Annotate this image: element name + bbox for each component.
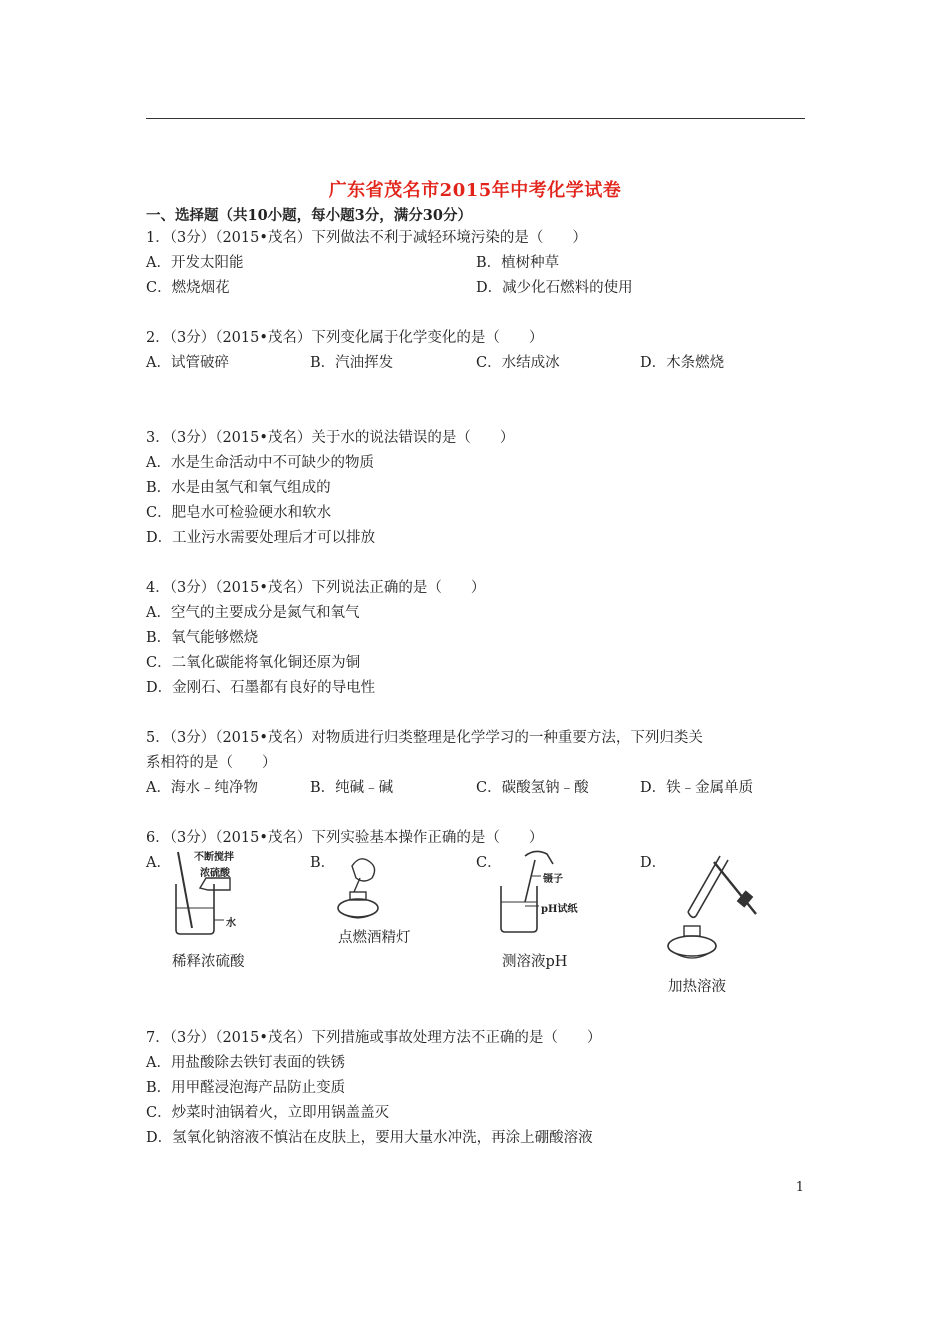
page-title: 广东省茂名市2015年中考化学试卷 — [328, 180, 622, 201]
question-2-stem: 2．（3分）（2015•茂名）下列变化属于化学变化的是（ ） — [146, 330, 544, 346]
figure-alcohol-lamp — [330, 852, 400, 922]
question-3-stem: 3．（3分）（2015•茂名）关于水的说法错误的是（ ） — [146, 430, 515, 446]
q3-option-b: B．水是由氢气和氧气组成的 — [146, 480, 331, 496]
question-7-stem: 7．（3分）（2015•茂名）下列措施或事故处理方法不正确的是（ ） — [146, 1030, 602, 1046]
q2-option-a: A．试管破碎 — [146, 355, 229, 371]
q6-option-a: A． — [146, 855, 171, 871]
q1-option-d: D．减少化石燃料的使用 — [476, 280, 633, 296]
q4-option-c: C．二氧化碳能将氧化铜还原为铜 — [146, 655, 361, 671]
q4-option-a: A．空气的主要成分是氮气和氧气 — [146, 605, 360, 621]
label-ph-paper: pH试纸 — [541, 904, 578, 915]
label-water: 水 — [226, 918, 236, 929]
q6-option-c: C． — [476, 855, 502, 871]
section-heading: 一、选择题（共10小题，每小题3分，满分30分） — [146, 207, 472, 224]
q1-option-b: B．植树种草 — [476, 255, 560, 271]
question-6-stem: 6．（3分）（2015•茂名）下列实验基本操作正确的是（ ） — [146, 830, 544, 846]
label-conc-acid: 浓硫酸 — [200, 868, 230, 879]
q1-option-a: A．开发太阳能 — [146, 255, 244, 271]
q5-option-c: C．碳酸氢钠﹣酸 — [476, 780, 589, 796]
q2-option-d: D．木条燃烧 — [640, 355, 725, 371]
header-rule — [146, 118, 805, 119]
question-5-stem-line1: 5．（3分）（2015•茂名）对物质进行归类整理是化学学习的一种重要方法，下列归类关 — [146, 730, 703, 746]
q3-option-a: A．水是生命活动中不可缺少的物质 — [146, 455, 374, 471]
q1-option-c: C．燃烧烟花 — [146, 280, 230, 296]
q7-option-a: A．用盐酸除去铁钉表面的铁锈 — [146, 1055, 345, 1071]
label-stir: 不断搅拌 — [194, 852, 234, 863]
q2-option-b: B．汽油挥发 — [310, 355, 394, 371]
figure-heating — [660, 848, 770, 968]
q4-option-d: D．金刚石、石墨都有良好的导电性 — [146, 680, 376, 696]
q2-option-c: C．水结成冰 — [476, 355, 560, 371]
q5-option-a: A．海水﹣纯净物 — [146, 780, 258, 796]
caption-a: 稀释浓硫酸 — [172, 954, 245, 970]
q7-option-d: D．氢氧化钠溶液不慎沾在皮肤上，要用大量水冲洗，再涂上硼酸溶液 — [146, 1130, 593, 1146]
question-5-stem-line2: 系相符的是（ ） — [146, 755, 277, 771]
q7-option-b: B．用甲醛浸泡海产品防止变质 — [146, 1080, 346, 1096]
q3-option-c: C．肥皂水可检验硬水和软水 — [146, 505, 332, 521]
q7-option-c: C．炒菜时油锅着火，立即用锅盖盖灭 — [146, 1105, 390, 1121]
caption-d: 加热溶液 — [668, 979, 726, 995]
q5-option-b: B．纯碱﹣碱 — [310, 780, 394, 796]
q6-option-b: B． — [310, 855, 336, 871]
caption-c: 测溶液pH — [502, 954, 568, 970]
question-1-stem: 1．（3分）（2015•茂名）下列做法不利于减轻环境污染的是（ ） — [146, 230, 587, 246]
q4-option-b: B．氧气能够燃烧 — [146, 630, 259, 646]
q5-option-d: D．铁﹣金属单质 — [640, 780, 754, 796]
figure-ph-test — [495, 846, 595, 936]
q3-option-d: D．工业污水需要处理后才可以排放 — [146, 530, 376, 546]
label-tweezers: 镊子 — [543, 874, 563, 885]
question-4-stem: 4．（3分）（2015•茂名）下列说法正确的是（ ） — [146, 580, 486, 596]
page-number: 1 — [795, 1180, 804, 1195]
caption-b: 点燃酒精灯 — [338, 930, 411, 946]
figure-dilute-acid — [170, 848, 260, 938]
q6-option-d: D． — [640, 855, 667, 871]
